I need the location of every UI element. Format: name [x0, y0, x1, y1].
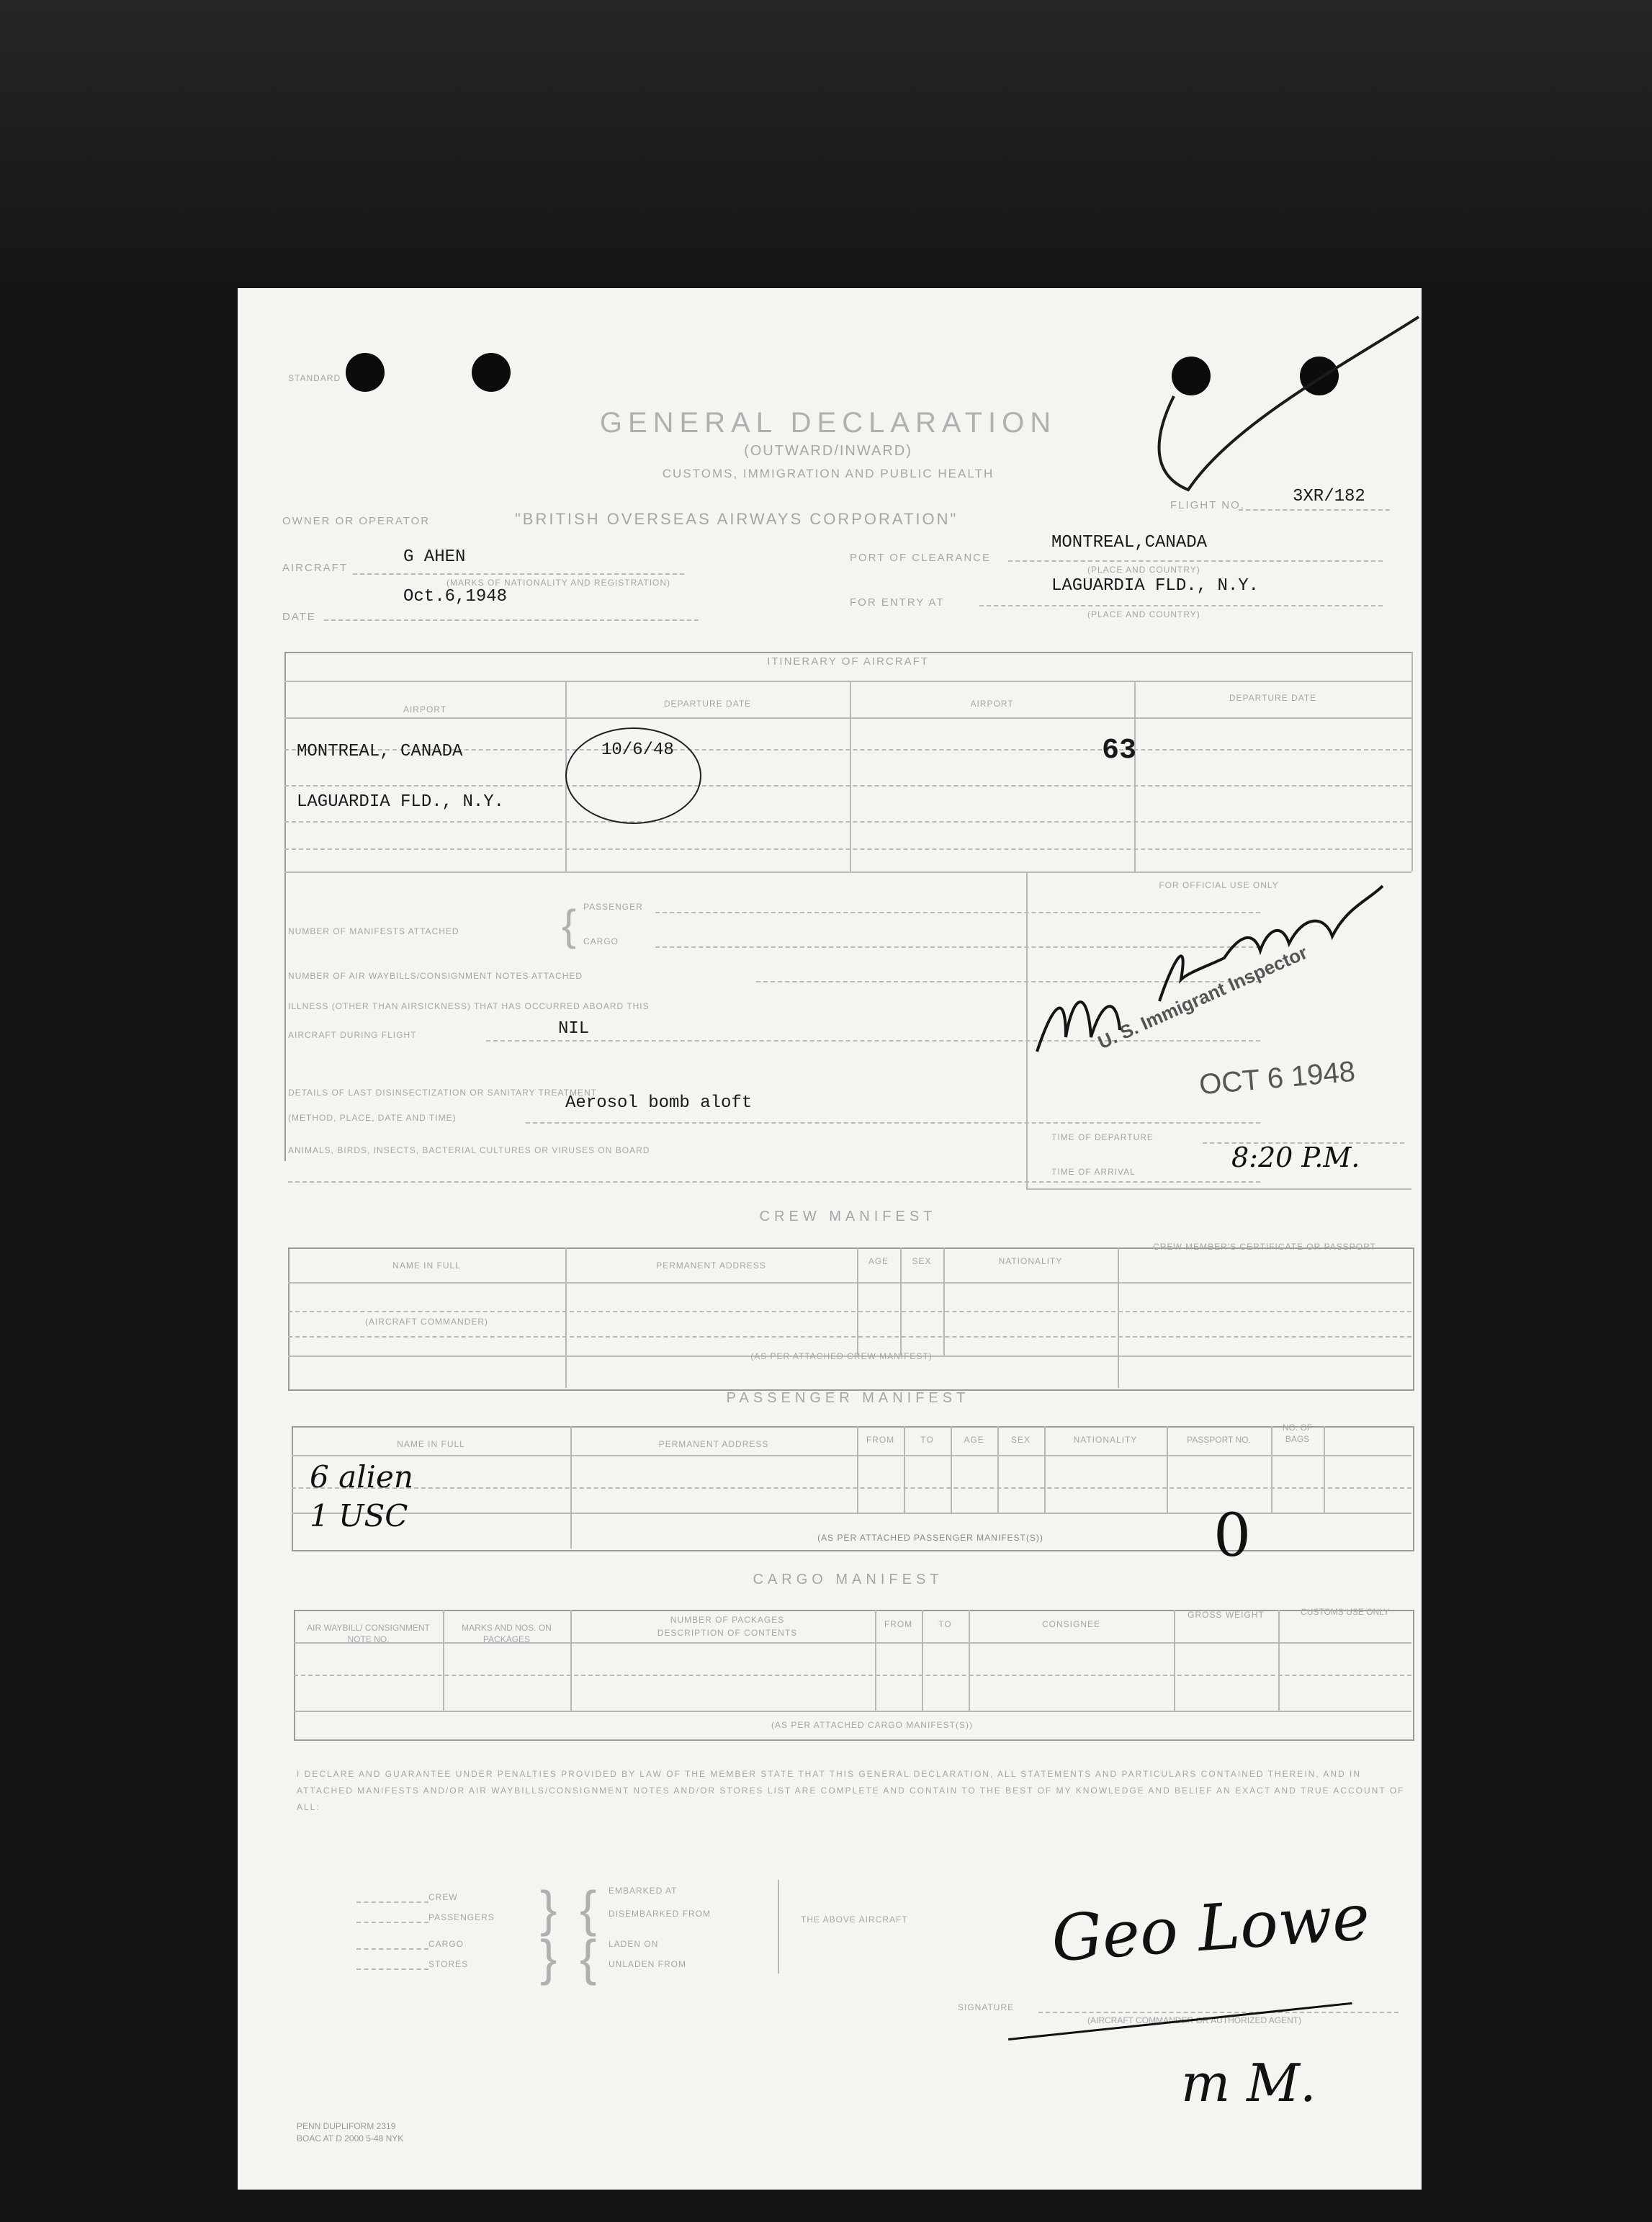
animals-label: ANIMALS, BIRDS, INSECTS, BACTERIAL CULTURES OR VIRUSES ON BOARD: [288, 1145, 650, 1155]
passenger-col-passport: PASSPORT NO.: [1187, 1435, 1251, 1445]
crew-col-name: NAME IN FULL: [392, 1260, 461, 1271]
passenger-col-name: NAME IN FULL: [397, 1439, 465, 1449]
stamp-number: 63: [1102, 735, 1137, 767]
hand-zero-mark: 0: [1213, 1502, 1252, 1570]
passenger-col-bags: NO. OF BAGS: [1282, 1423, 1313, 1444]
declaration-text: I DECLARE AND GUARANTEE UNDER PENALTIES PROVIDED BY LAW OF THE MEMBER STATE THAT THIS GENERAL DECLARATION, ALL STATEMENTS AND PARTICULARS CONTAINED THEREIN, AND IN ATTACHED MANIFESTS AND/OR AIR WAYBILLS/CONSIGNMENT NOTES AND/OR STORES LIST ARE COMPLETE AND CONTAIN TO THE BEST OF MY KNOWLEDGE AND BELIEF AN EXACT AND TRUE ACCOUNT OF ALL:: [297, 1769, 1405, 1812]
port-clearance-label: PORT OF CLEARANCE: [850, 552, 991, 564]
passenger-col-age: AGE: [964, 1435, 984, 1445]
illness-label-1: ILLNESS (OTHER THAN AIRSICKNESS) THAT HAS OCCURRED ABOARD THIS: [288, 1001, 650, 1011]
cargo-col-from: FROM: [884, 1619, 913, 1629]
passenger-footer-note: (AS PER ATTACHED PASSENGER MANIFEST(S)): [817, 1533, 1043, 1543]
decl-embarked: EMBARKED AT: [609, 1886, 678, 1896]
disinsect-value: Aerosol bomb aloft: [565, 1093, 753, 1113]
passenger-manifest-heading: PASSENGER MANIFEST: [726, 1390, 970, 1406]
cargo-col-consignee: CONSIGNEE: [1041, 1619, 1100, 1629]
page-title: GENERAL DECLARATION: [599, 407, 1057, 439]
illness-label-2: AIRCRAFT DURING FLIGHT: [288, 1030, 417, 1040]
passenger-label: PASSENGER: [583, 902, 643, 912]
decl-disembarked: DISEMBARKED FROM: [609, 1909, 711, 1919]
date-value: Oct.6,1948: [403, 587, 508, 606]
signature-caption: (AIRCRAFT COMMANDER OR AUTHORIZED AGENT): [1087, 2015, 1302, 2025]
hand-circle-mark: [565, 727, 701, 824]
cargo-col-weight: GROSS WEIGHT: [1188, 1610, 1265, 1620]
crew-footer-note: (AS PER ATTACHED CREW MANIFEST): [750, 1351, 933, 1361]
illness-value: NIL: [558, 1019, 590, 1039]
itinerary-date-montreal: 10/6/48: [601, 740, 674, 760]
brace-glyph: {: [580, 1930, 597, 1986]
form-print-code: BOAC AT D 2000 5-48 NYK: [297, 2133, 404, 2143]
port-clearance-value: MONTREAL,CANADA: [1051, 533, 1208, 552]
itinerary-col-date-1: DEPARTURE DATE: [663, 699, 752, 709]
immigration-stamp: U. S. Immigrant Inspector: [1095, 941, 1311, 1054]
disinsect-label-1: DETAILS OF LAST DISINSECTIZATION OR SANITARY TREATMENT: [288, 1088, 597, 1098]
crew-col-certificate: CREW MEMBER'S CERTIFICATE OR PASSPORT: [1153, 1242, 1376, 1252]
crew-manifest-heading: CREW MANIFEST: [759, 1209, 937, 1224]
port-entry-value: LAGUARDIA FLD., N.Y.: [1051, 576, 1260, 596]
punch-hole: [346, 353, 385, 392]
brace-glyph: {: [580, 1881, 597, 1937]
signature-label: SIGNATURE: [958, 2002, 1015, 2012]
arrival-time-value: 8:20 P.M.: [1231, 1142, 1360, 1173]
decl-passengers: PASSENGERS: [428, 1912, 495, 1922]
crew-col-age: AGE: [868, 1256, 889, 1266]
passenger-col-sex: SEX: [1010, 1435, 1031, 1445]
passenger-col-to: TO: [920, 1435, 934, 1445]
cargo-col-packages: NUMBER OF PACKAGES DESCRIPTION OF CONTENTS: [657, 1615, 798, 1638]
flight-number: 3XR/182: [1293, 487, 1365, 506]
owner-value: "BRITISH OVERSEAS AIRWAYS CORPORATION": [515, 510, 959, 528]
inspector-signature: [1023, 872, 1415, 1088]
cargo-label: CARGO: [583, 936, 619, 946]
waybills-label: NUMBER OF AIR WAYBILLS/CONSIGNMENT NOTES ATTACHED: [288, 971, 583, 981]
passenger-col-nationality: NATIONALITY: [1073, 1435, 1138, 1445]
handwritten-initials: m M.: [1181, 2053, 1316, 2113]
itinerary-col-airport-2: AIRPORT: [970, 699, 1014, 709]
decl-stores: STORES: [428, 1959, 469, 1969]
scan-background: [0, 0, 1652, 303]
form-id-top: STANDARD: [288, 373, 341, 383]
pen-stroke-mark: [1123, 310, 1422, 497]
date-label: DATE: [282, 611, 316, 623]
decl-crew: CREW: [428, 1892, 458, 1902]
decl-cargo: CARGO: [428, 1939, 464, 1949]
crew-col-nationality: NATIONALITY: [998, 1256, 1063, 1266]
hand-passenger-aliens: 6 alien: [310, 1459, 413, 1495]
departure-time-label: TIME OF DEPARTURE: [1051, 1132, 1154, 1142]
hand-passenger-usc: 1 USC: [310, 1498, 408, 1533]
agencies-line: CUSTOMS, IMMIGRATION AND PUBLIC HEALTH: [662, 467, 995, 480]
arrival-time-label: TIME OF ARRIVAL: [1051, 1167, 1136, 1177]
cargo-footer-note: (AS PER ATTACHED CARGO MANIFEST(S)): [771, 1720, 973, 1730]
form-number: PENN DUPLIFORM 2319: [297, 2121, 396, 2131]
crew-col-sex: SEX: [912, 1256, 932, 1266]
manifests-label: NUMBER OF MANIFESTS ATTACHED: [288, 926, 459, 936]
official-use-heading: FOR OFFICIAL USE ONLY: [1159, 880, 1279, 890]
flight-label: FLIGHT NO.: [1170, 499, 1245, 511]
place-country-caption: (PLACE AND COUNTRY): [1087, 565, 1200, 575]
brace-glyph: {: [562, 901, 577, 949]
place-country-caption: (PLACE AND COUNTRY): [1087, 609, 1200, 619]
passenger-col-address: PERMANENT ADDRESS: [658, 1439, 769, 1449]
cargo-col-customs: CUSTOMS USE ONLY: [1301, 1607, 1389, 1617]
cargo-manifest-heading: CARGO MANIFEST: [753, 1572, 943, 1587]
decl-laden: LADEN ON: [609, 1939, 659, 1949]
commander-signature: Geo Lowe: [1049, 1879, 1373, 1976]
marks-caption: (MARKS OF NATIONALITY AND REGISTRATION): [446, 578, 671, 588]
disinsect-label-2: (METHOD, PLACE, DATE AND TIME): [288, 1113, 457, 1123]
itinerary-heading: ITINERARY OF AIRCRAFT: [767, 655, 929, 668]
port-entry-label: FOR ENTRY AT: [850, 596, 945, 609]
aircraft-commander-caption: (AIRCRAFT COMMANDER): [364, 1317, 489, 1327]
decl-unladen: UNLADEN FROM: [609, 1959, 687, 1969]
owner-label: OWNER OR OPERATOR: [282, 515, 431, 527]
aircraft-label: AIRCRAFT: [282, 562, 348, 574]
aircraft-value: G AHEN: [403, 547, 466, 567]
cargo-col-marks: MARKS AND NOS. ON PACKAGES: [462, 1623, 552, 1644]
decl-above-aircraft: THE ABOVE AIRCRAFT: [801, 1914, 908, 1925]
crew-col-address: PERMANENT ADDRESS: [656, 1260, 766, 1271]
brace-glyph: }: [540, 1881, 557, 1937]
itinerary-airport-montreal: MONTREAL, CANADA: [297, 742, 463, 761]
itinerary-col-date-2: DEPARTURE DATE: [1229, 693, 1317, 703]
itinerary-col-airport-1: AIRPORT: [403, 704, 447, 714]
itinerary-airport-laguardia: LAGUARDIA FLD., N.Y.: [297, 792, 505, 812]
immigration-stamp-date: OCT 6 1948: [1198, 1055, 1357, 1101]
punch-hole: [472, 353, 511, 392]
cargo-col-to: TO: [938, 1619, 952, 1629]
passenger-col-from: FROM: [866, 1435, 895, 1445]
brace-glyph: }: [540, 1930, 557, 1986]
page-subtitle: (OUTWARD/INWARD): [744, 443, 912, 459]
document-page: [238, 288, 1422, 2190]
cargo-col-waybill: AIR WAYBILL/ CONSIGNMENT NOTE NO.: [307, 1623, 430, 1644]
